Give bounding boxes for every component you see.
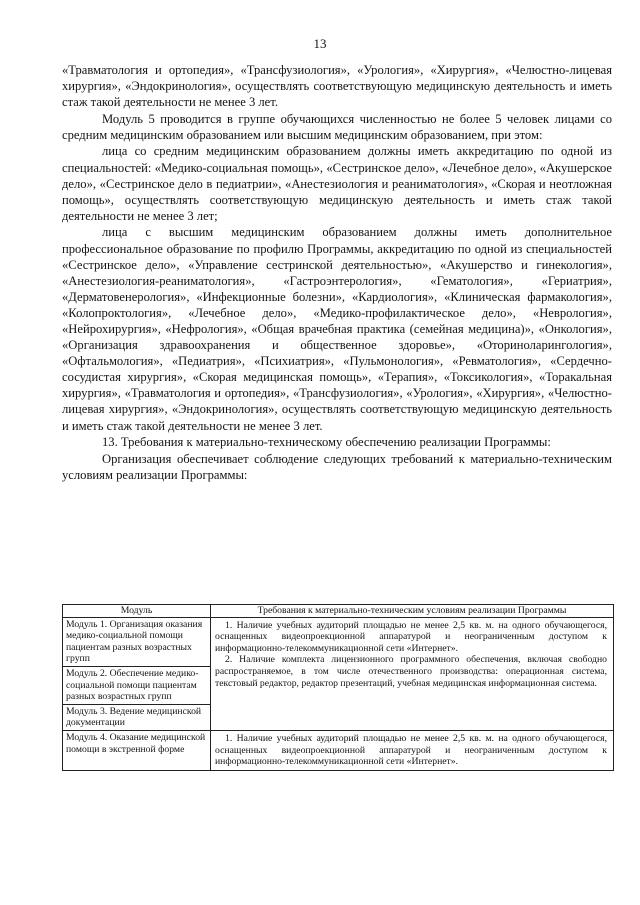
table-row xyxy=(63,730,614,770)
section-13-heading: 13. Требования к материально-техническому обеспечению реализации Программы: xyxy=(102,435,551,450)
page-number: 13 xyxy=(313,36,327,51)
document-body xyxy=(62,62,612,483)
table-header-requirements: Требования к материально-техническим условиям реализации Программы xyxy=(211,605,614,618)
paragraph-higher-education: лица с высшим медицинским образованием должны иметь дополнительное профессиональное образование по профилю Программы, аккредитацию по одной из специальностей «Сестринское дело», «Управление сестринской деятельностью», «Акушерство и гинекология», «Анестезиология-реаниматология», «Гастроэнтерология», «Гематология», «Гериатрия», «Дерматовенерология», «Инфекционные болезни», «Кардиология», «Клиническая фармакология», «Колопроктология», «Лечебное дело», «Медико-профилактическое дело», «Неврология», «Нейрохирургия», «Нефрология», «Общая врачебная практика (семейная медицина)», «Онкология», «Организация здравоохранения и общественное здоровье», «Оториноларингология», «Офтальмология», «Педиатрия», «Психиатрия», «Пульмонология», «Ревматология», «Сердечно-сосудистая хирургия», «Скорая медицинская помощь», «Терапия», «Токсикология», «Торакальная хирургия», «Травматология и ортопедия», «Трансфузиология», «Урология», «Хирургия», «Челюстно-лицевая хирургия», «Эндокринология», осуществлять соответствующую медицинскую деятельность и иметь стаж такой деятельности не менее 3 лет. xyxy=(62,225,612,433)
requirement-item: 1. Наличие учебных аудиторий площадью не менее 2,5 кв. м. на одного обучающегося, оснащенных видеопроекционной аппаратурой и неограниченным доступом к информационно-телекоммуникационной сети «Интернет». xyxy=(215,732,607,768)
module-cell: Модуль 4. Оказание медицинской помощи в экстренной форме xyxy=(63,730,211,770)
table-header-row xyxy=(63,605,614,618)
module-cell: Модуль 1. Организация оказания медико-социальной помощи пациентам разных возрастных групп xyxy=(63,617,211,666)
requirement-item: 2. Наличие комплекта лицензионного программного обеспечения, включая свободно распространяемое, в том числе отечественного производства: операционная система, текстовый редактор, редактор презентаций, учебная медицинская информационная система. xyxy=(215,654,607,689)
requirements-cell xyxy=(211,617,614,730)
paragraph-secondary-education: лица со средним медицинским образованием должны иметь аккредитацию по одной из специальностей: «Медико-социальная помощь», «Сестринское дело», «Лечебное дело», «Акушерское дело», «Сестринское дело в педиатрии», «Анестезиология и реаниматология», «Скорая и неотложная помощь», осуществлять соответствующую медицинскую деятельность и иметь стаж такой деятельности не менее 3 лет; xyxy=(62,144,612,223)
requirement-item: 1. Наличие учебных аудиторий площадью не менее 2,5 кв. м. на одного обучающегося, оснащенных видеопроекционной аппаратурой и неограниченным доступом к информационно-телекоммуникационной сети «Интернет». xyxy=(215,619,607,654)
table-header-module: Модуль xyxy=(63,605,211,618)
paragraph-organization: Организация обеспечивает соблюдение следующих требований к материально-техническим условиям реализации Программы: xyxy=(62,451,612,482)
paragraph-module5: Модуль 5 проводится в группе обучающихся численностью не более 5 человек лицами со средним медицинским образованием или высшим медицинским образованием, при этом: xyxy=(62,111,612,142)
requirements-cell xyxy=(211,730,614,770)
module-cell: Модуль 3. Ведение медицинской документации xyxy=(63,704,211,730)
module-cell: Модуль 2. Обеспечение медико-социальной помощи пациентам разных возрастных групп xyxy=(63,666,211,704)
requirements-table xyxy=(62,604,614,771)
paragraph-continuation: «Травматология и ортопедия», «Трансфузиология», «Урология», «Хирургия», «Челюстно-лицевая хирургия», «Эндокринология», осуществлять соответствующую медицинскую деятельность и иметь стаж такой деятельности не менее 3 лет. xyxy=(62,63,612,110)
table-row xyxy=(63,617,614,666)
